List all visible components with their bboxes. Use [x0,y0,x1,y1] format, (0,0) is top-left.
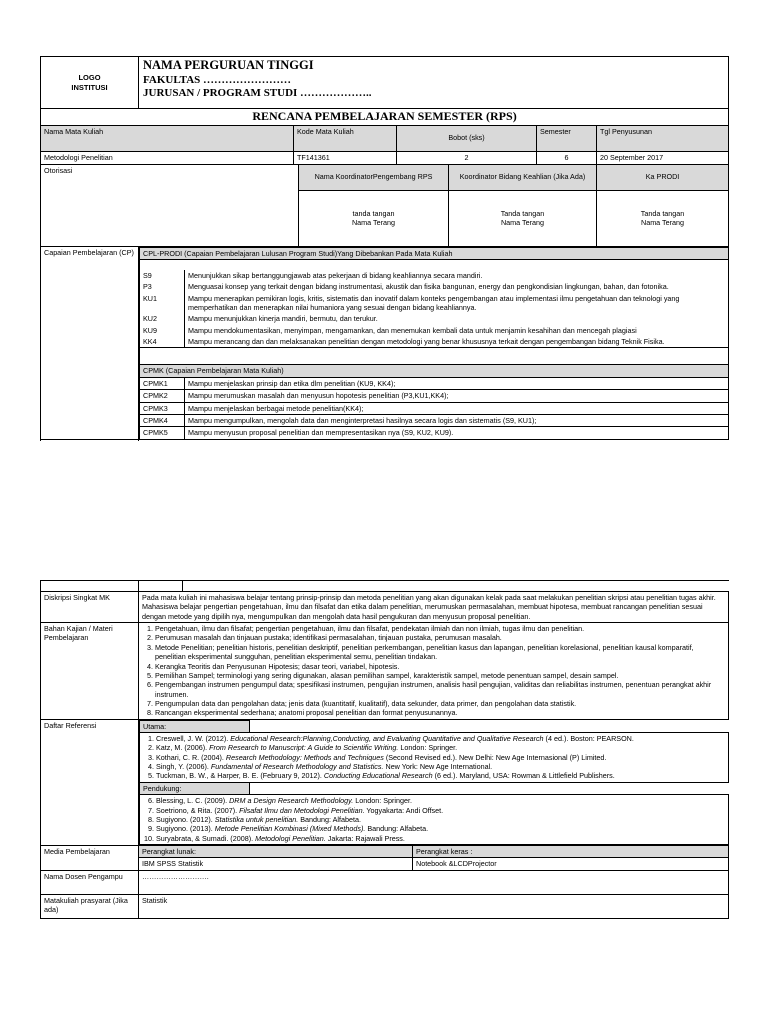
material-item: 6. Pengembangan instrumen pengumpul data; spesifikasi instrumen, pengujian instrumen, analisis hasil pengujian, validitas dan reliabilitas instrumen, penentuan perangkat akhir instrumen. [155,680,725,699]
course-code: TF141361 [294,151,397,164]
head-of-program-signature: Tanda tangan Nama Terang [597,190,729,246]
media-label: Media Pembelajaran [41,845,139,870]
cpl-row [140,325,729,336]
faculty-name: FAKULTAS …………………… [143,73,292,86]
cpl-text: Mampu menunjukkan kinerja mandiri, bermutu, dan terukur. [185,313,729,324]
course-name: Metodologi Penelitian [41,151,294,164]
cpmk-text: Mampu menjelaskan berbagai metode penelitian(KK4); [185,402,729,414]
material-item: 5. Pemilihan Sampel; terminologi yang sering digunakan, alasan pemilihan sampel, karakteristik sampel, metode penentuan sampel, desain sampel. [155,671,725,680]
reference-item: 10. Suryabrata, & Sumadi. (2008). Metodologi Penelitian. Jakarta: Rajawali Press. [156,834,725,843]
department-name: JURUSAN / PROGRAM STUDI ……………….. [143,87,372,100]
cpl-code: KK4 [140,336,185,348]
cpl-text: Mampu merancang dan dan melaksanakan penelitian dengan metodologi yang benar khususnya terkait dengan pengembangan bidang Teknik Fisika. [185,336,729,348]
rps-table-page2 [40,580,729,919]
reference-item: 1. Creswell, J. W. (2012). Educational Research:Planning,Conducting, and Evaluating Quantitative and Qualitative Research (4 ed.). Boston: PEARSON. [156,734,725,743]
cpmk-row [140,377,729,389]
cpl-table [139,247,729,440]
cpmk-text: Mampu merumuskan masalah dan menyusun hopotesis penelitian (P3,KU1,KK4); [185,390,729,402]
description-label: Diskripsi Singkat MK [41,592,139,623]
head-of-program-header: Ka PRODI [597,164,729,190]
course-name-header: Nama Mata Kuliah [41,125,294,151]
cpl-text: Mampu mendokumentasikan, menyimpan, mengamankan, dan menemukan kembali data untuk menjamin kesahihan dan mencegah plagiasi [185,325,729,336]
institution-header [139,57,729,109]
rps-coordinator-header: Nama KoordinatorPengembang RPS [299,164,449,190]
reference-item: 8. Sugiyono. (2012). Statistika untuk penelitian. Bandung: Alfabeta. [156,815,725,824]
cpmk-text: Mampu mengumpulkan, mengolah data dan menginterpretasi hasilnya secara logis dan sistematis (S9, KU1); [185,414,729,426]
cpmk-text: Mampu menyusun proposal penelitian dan mempresentasikan nya (S9, KU2, KU9). [185,427,729,439]
material-item: 1. Pengetahuan, ilmu dan filsafat; pengertian pengetahuan, ilmu dan filsafat, pendekatan ilmiah dan non ilmiah, tugas ilmu dan penelitian. [155,624,725,633]
cpl-code: KU1 [140,293,185,314]
cpmk-row [140,390,729,402]
cpl-code: P3 [140,281,185,292]
reference-item: 3. Kothari, C. R. (2004). Research Methodology: Methods and Techniques (Second Revised ed.). New Delhi: New Age Internasional (P) Limited. [156,753,725,762]
material-item: 3. Metode Penelitian; penelitian historis, penelitian deskriptif, penelitian perkembangan, penelitian kasus dan lapangan, penelitian korelasional, penelitian kausal komparatif, penelitian eksperimental sungguhan, penelitian eksperimental semu, penelitian tindakan. [155,643,725,662]
material-item: 2. Perumusan masalah dan tinjauan pustaka; identifikasi permasalahan, tinjauan pustaka, perumusan masalah. [155,633,725,642]
cpl-row [140,281,729,292]
cpmk-text: Mampu menjelaskan prinsip dan etika dlm penelitian (KU9, KK4); [185,377,729,389]
cpl-code: KU2 [140,313,185,324]
reference-item: 2. Katz, M. (2006). From Research to Manuscript: A Guide to Scientific Writing. London: Springer. [156,743,725,752]
cpl-code: S9 [140,270,185,281]
reference-item: 4. Singh, Y. (2006). Fundamental of Research Methodology and Statistics. New York: New Age International. [156,762,725,771]
material-item: 4. Kerangka Teoritis dan Penyusunan Hipotesis; dasar teori, variabel, hipotesis. [155,662,725,671]
software-header: Perangkat lunak: [139,845,413,857]
rps-table-page1 [40,56,729,440]
course-code-header: Kode Mata Kuliah [294,125,397,151]
cpmk-code: CPMK1 [140,377,185,389]
main-references-list [140,733,729,783]
prerequisite-value: Statistik [139,894,729,918]
cpl-text: Menguasai konsep yang terkait dengan bidang instrumentasi, akustik dan fisika bangunan, energy dan pengkondisian lingkungan, bahan, dan fotonika. [185,281,729,292]
description-text: Pada mata kuliah ini mahasiswa belajar tentang prinsip-prinsip dan metoda penelitian yang akan digunakan kelak pada saat melakukan penelitian skripsi atau penelitian tugas akhir. Mahasiswa belajar pengertian pengetahuan, ilmu dan filsafat dan etika dalam penelitian, merumuskan permasalahan, membuat hipotesa, membuat rancangan penelitian sesuai dengan metode yang dipilih nya, mengumpulkan dan mengolah data hasil pengukuran dan menyusun proposal penelitian. [139,592,729,623]
main-references-label: Utama: [140,720,250,732]
expertise-coordinator-header: Koordinator Bidang Keahlian (Jika Ada) [449,164,597,190]
reference-item: 9. Sugiyono. (2013). Metode Penelitian Kombinasi (Mixed Methods). Bandung: Alfabeta. [156,824,725,833]
cp-block [139,246,729,440]
cpmk-code: CPMK2 [140,390,185,402]
cp-label: Capaian Pembelajaran (CP) [41,246,139,440]
cpmk-code: CPMK5 [140,427,185,439]
cpl-header: CPL-PRODI (Capaian Pembelajaran Lulusan Program Studi)Yang Dibebankan Pada Mata Kuliah [140,247,729,259]
cpmk-code: CPMK4 [140,414,185,426]
cpl-text: Menunjukkan sikap bertanggungjawab atas pekerjaan di bidang keahliannya secara mandiri. [185,270,729,281]
cpmk-row [140,427,729,439]
software-value: IBM SPSS Statistik [139,858,413,870]
cpl-row [140,313,729,324]
logo-placeholder: LOGO INSTITUSI [41,57,139,109]
cpl-row [140,293,729,314]
date-header: Tgl Penyusunan [597,125,729,151]
hardware-header: Perangkat keras : [413,845,729,857]
material-item: 8. Rancangan eksperimental sederhana; anatomi proposal penelitian dan format penyusunannya. [155,708,725,717]
university-name: NAMA PERGURUAN TINGGI [143,58,314,72]
prerequisite-label: Matakuliah prasyarat (Jika ada) [41,894,139,918]
date-value: 20 September 2017 [597,151,729,164]
cpmk-code: CPMK3 [140,402,185,414]
rps-coordinator-signature: tanda tangan Nama Terang [299,190,449,246]
cpmk-row [140,402,729,414]
semester-header: Semester [537,125,597,151]
reference-item: 7. Soetriono, & Rita. (2007). Filsafat Ilmu dan Metodologi Penelitian. Yogyakarta: Andi Offset. [156,806,725,815]
lecturer-value: ………………………. [139,870,729,894]
materials-label: Bahan Kajian / Materi Pembelajaran [41,623,139,720]
authorization-label: Otorisasi [41,164,299,246]
semester-value: 6 [537,151,597,164]
supporting-references-label: Pendukung: [140,782,250,794]
credit-value: 2 [397,151,537,164]
document-title: RENCANA PEMBELAJARAN SEMESTER (RPS) [41,109,729,126]
credit-header: Bobot (sks) [397,125,537,151]
expertise-coordinator-signature: Tanda tangan Nama Terang [449,190,597,246]
reference-item: 6. Blessing, L. C. (2009). DRM a Design Research Methodology. London: Springer. [156,796,725,805]
material-item: 7. Pengumpulan data dan pengolahan data; jenis data (kuantitatif, kualitatif), data sekunder, data primer, dan pengolahan data statistik. [155,699,725,708]
supporting-references-list [140,795,729,845]
reference-item: 5. Tuckman, B. W., & Harper, B. E. (February 9, 2012). Conducting Educational Research (6 ed.). Maryland, USA: Rowman & Littlefield Publishers. [156,771,725,780]
hardware-value: Notebook &LCDProjector [413,858,729,870]
lecturer-label: Nama Dosen Pengampu [41,870,139,894]
cpmk-row [140,414,729,426]
cpl-text: Mampu menerapkan pemikiran logis, kritis, sistematis dan inovatif dalam konteks pengembangan atau implementasi ilmu pengetahuan dan teknologi yang memperhatikan dan menerapkan nilai humaniora yang sesuai dengan bidang keahliannya. [185,293,729,314]
materials-list [139,623,729,720]
cpl-row [140,336,729,348]
references-block [139,719,729,845]
references-label: Daftar Referensi [41,719,139,845]
cpl-code: KU9 [140,325,185,336]
cpmk-header: CPMK (Capaian Pembelajaran Mata Kuliah) [140,365,729,377]
cpl-row [140,270,729,281]
